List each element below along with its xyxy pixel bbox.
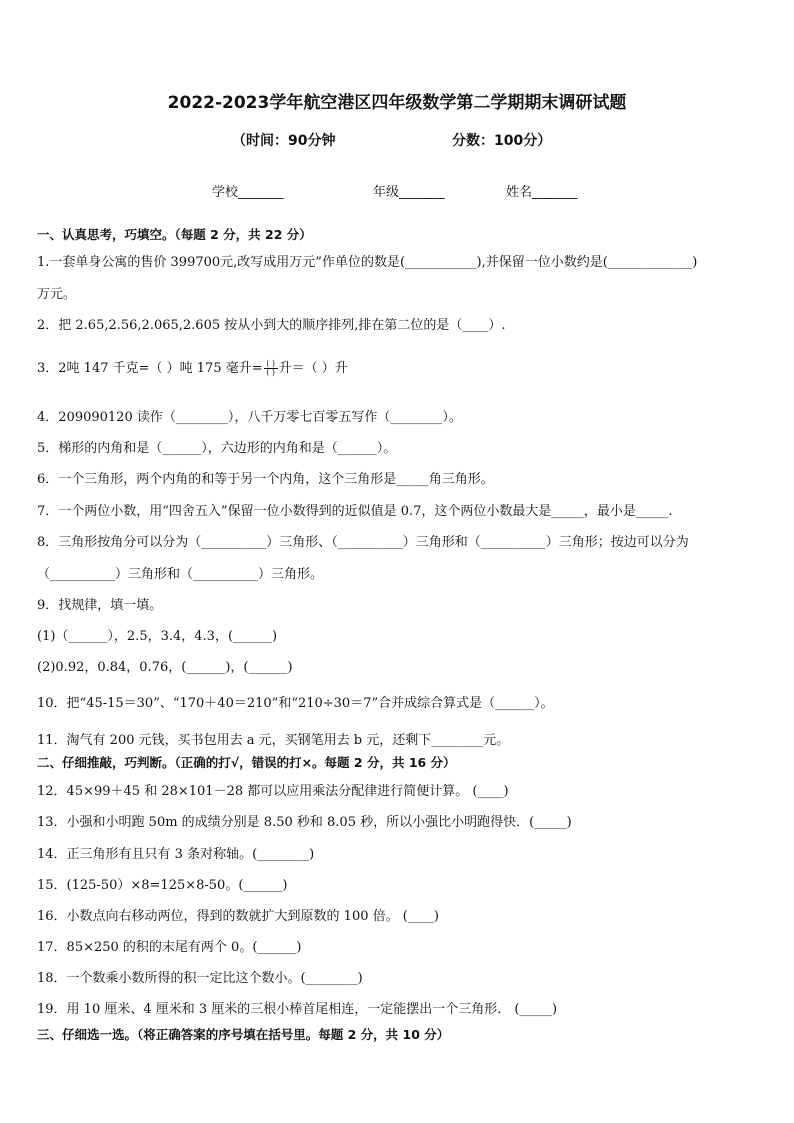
question-1: 1.一套单身公寓的售价 399700元,改写成用万元”作单位的数是(___________),并保留一位小数约是(_____________) [37, 255, 698, 270]
exam-score: 分数：100分） [452, 133, 552, 149]
question-17: 17．85×250 的积的末尾有两个 0。(______) [37, 940, 302, 955]
question-11: 11．淘气有 200 元钱，买书包用去 a 元，买钢笔用去 b 元，还剩下________元。 [37, 733, 510, 748]
question-15: 15．(125-50）×8=125×8-50。(______) [37, 878, 288, 893]
question-9: 9．找规律，填一填。 [37, 598, 163, 613]
question-3 [37, 357, 764, 377]
question-9-part-2: (2)0.92，0.84，0.76，(______)，(______) [37, 660, 293, 675]
question-16: 16．小数点向右移动两位，得到的数就扩大到原数的 100 倍。 (____) [37, 909, 439, 924]
fraction-numerator: ( ) [266, 359, 276, 368]
fraction-blank [264, 360, 278, 377]
section-heading: 二、仔细推敲，巧判断。（正确的打√，错误的打×。每题 2 分，共 16 分） [37, 755, 456, 770]
question-13: 13．小强和小明跑 50m 的成绩分别是 8.50 秒和 8.05 秒，所以小强比小明跑得快．(_____) [37, 815, 572, 830]
question-5: 5．梯形的内角和是（______），六边形的内角和是（______）。 [37, 441, 397, 456]
exam-time: （时间：90分钟 [232, 133, 336, 149]
school-field: 学校_______ [212, 185, 284, 200]
question-8-continued: （__________）三角形和（__________）三角形。 [37, 567, 324, 582]
grade-field: 年级_______ [373, 185, 445, 200]
question-2: 2．把 2.65,2.56,2.065,2.605 按从小到大的顺序排列,排在第二位的是（____）. [37, 318, 506, 333]
exam-title: 2022-2023学年航空港区四年级数学第二学期期末调研试题 [167, 93, 627, 113]
name-field: 姓名_______ [506, 185, 578, 200]
section-heading: 一、认真思考，巧填空。（每题 2 分，共 22 分） [37, 227, 312, 242]
question-3-text: 3．2吨 147 千克=（ ）吨 175 毫升= [37, 361, 263, 376]
question-6: 6．一个三角形，两个内角的和等于另一个内角，这个三角形是_____角三角形。 [37, 472, 494, 487]
question-3-text-end: 升＝（ ）升 [278, 361, 348, 376]
question-18: 18．一个数乘小数所得的积一定比这个数小。(________) [37, 971, 363, 986]
question-1-continued: 万元。 [37, 287, 77, 302]
section-heading: 三、仔细选一选。（将正确答案的序号填在括号里。每题 2 分，共 10 分） [37, 1027, 450, 1042]
question-4: 4．209090120 读作（________），八千万零七百零五写作（________）。 [37, 410, 462, 425]
question-14: 14．正三角形有且只有 3 条对称轴。(________) [37, 847, 315, 862]
question-9-part-1: (1)（______），2.5，3.4，4.3，(______) [37, 629, 278, 644]
fraction-denominator: ( ) [266, 368, 276, 377]
question-19: 19．用 10 厘米、4 厘米和 3 厘米的三根小棒首尾相连，一定能摆出一个三角形． (_____) [37, 1002, 558, 1017]
question-8: 8．三角形按角分可以分为（__________）三角形、（__________）三角形和（__________）三角形；按边可以分为 [37, 535, 689, 550]
question-12: 12．45×99＋45 和 28×101－28 都可以应用乘法分配律进行简便计算。 (____) [37, 784, 509, 799]
question-10: 10．把“45-15＝30”、“170＋40＝210”和“210÷30＝7”合并成综合算式是（______）。 [37, 696, 554, 711]
question-7: 7．一个两位小数，用“四舍五入”保留一位小数得到的近似值是 0.7，这个两位小数最大是_____，最小是_____. [37, 504, 673, 519]
